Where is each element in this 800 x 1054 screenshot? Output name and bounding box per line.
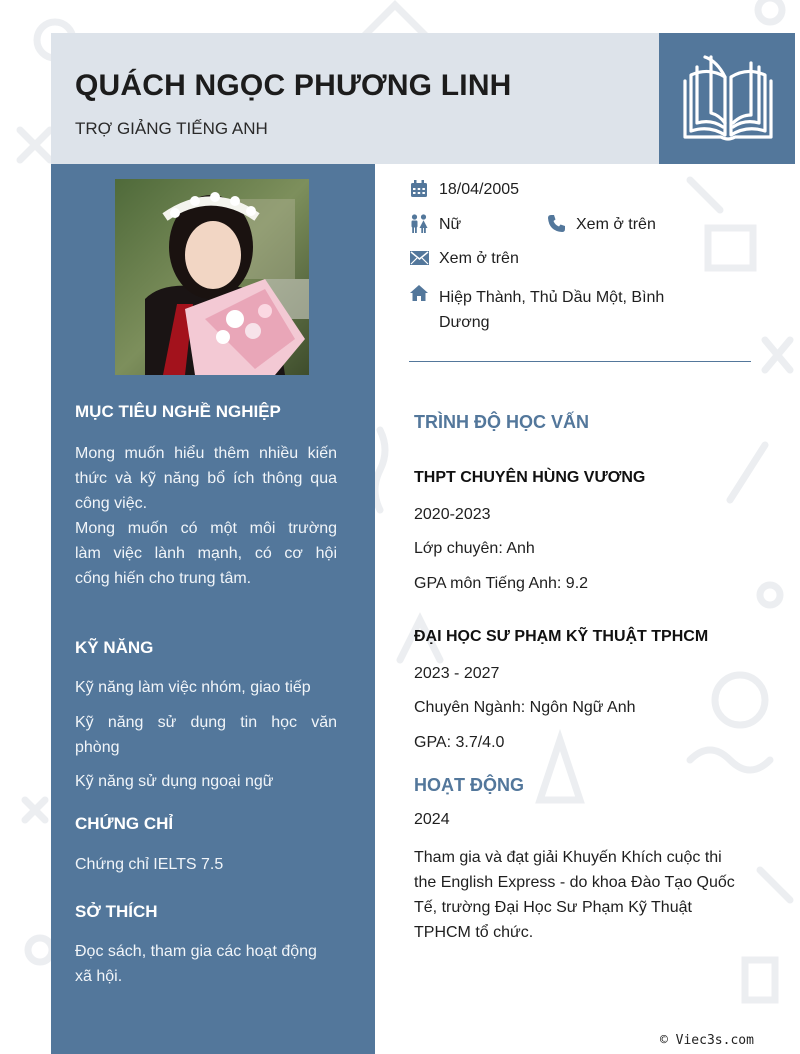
address-line: Dương [439,314,490,331]
phone-value: Xem ở trên [576,216,656,233]
header-banner [51,33,659,164]
logo-box [659,33,795,164]
job-title: TRỢ GIẢNG TIẾNG ANH [75,119,268,138]
school-detail: Chuyên Ngành: Ngôn Ngữ Anh [414,699,636,716]
objective-line: thức và kỹ năng bổ ích thông qua [75,470,337,487]
activity-line: TPHCM tổ chức. [414,924,534,941]
objective-line: Mong muốn có một môi trường [75,520,337,537]
objective-line: công việc. [75,495,148,512]
section-divider [409,361,751,362]
skill-line: phòng [75,739,120,756]
activity-description [414,845,754,945]
activity-line: the English Express - do khoa Đào Tạo Quốc [414,874,735,891]
gender-icon [410,214,428,234]
calendar-icon [410,180,428,198]
skill-line: Kỹ năng sử dụng tin học văn [75,714,337,731]
certificates-heading: CHỨNG CHỈ [75,814,174,833]
activity-line: Tham gia và đạt giải Khuyến Khích cuộc thi [414,849,722,866]
objective-line: làm việc lành mạnh, có cơ hội [75,545,337,562]
school-years: 2023 - 2027 [414,665,500,682]
education-heading: TRÌNH ĐỘ HỌC VẤN [414,412,589,432]
open-book-icon [681,53,775,145]
birthday-value: 18/04/2005 [439,181,520,198]
objective-heading: MỤC TIÊU NGHỀ NGHIỆP [75,402,281,421]
school-name: ĐẠI HỌC SƯ PHẠM KỸ THUẬT TPHCM [414,628,709,645]
email-value: Xem ở trên [439,250,519,267]
hobbies-text [75,939,337,989]
school-name: THPT CHUYÊN HÙNG VƯƠNG [414,469,646,486]
activities-heading: HOẠT ĐỘNG [414,775,524,795]
objective-text [75,441,337,591]
certificate-item: Chứng chỉ IELTS 7.5 [75,856,224,873]
skills-heading: KỸ NĂNG [75,638,154,657]
gender-value: Nữ [439,216,462,233]
school-detail: GPA môn Tiếng Anh: 9.2 [414,575,589,592]
left-sidebar [51,164,375,1054]
activity-year: 2024 [414,811,450,828]
address-line: Hiệp Thành, Thủ Dầu Một, Bình [439,289,665,306]
school-years: 2020-2023 [414,506,491,523]
skill-item: Kỹ năng sử dụng ngoại ngữ [75,773,274,790]
skill-item [75,710,337,760]
phone-icon [547,214,566,233]
objective-line: Mong muốn hiểu thêm nhiều kiến [75,445,337,462]
skill-item: Kỹ năng làm việc nhóm, giao tiếp [75,679,311,696]
email-icon [410,251,429,265]
address-value [439,285,664,335]
profile-photo [115,179,309,375]
activity-line: Tế, trường Đại Học Sư Phạm Kỹ Thuật [414,899,692,916]
home-icon [409,284,429,302]
hobbies-line: Đọc sách, tham gia các hoạt động [75,943,317,960]
watermark: © Viec3s.com [660,1033,754,1048]
school-detail: Lớp chuyên: Anh [414,540,535,557]
hobbies-line: xã hội. [75,968,123,985]
candidate-name: QUÁCH NGỌC PHƯƠNG LINH [75,69,512,102]
school-detail: GPA: 3.7/4.0 [414,734,505,751]
hobbies-heading: SỞ THÍCH [75,902,158,921]
objective-line: cống hiến cho trung tâm. [75,570,252,587]
